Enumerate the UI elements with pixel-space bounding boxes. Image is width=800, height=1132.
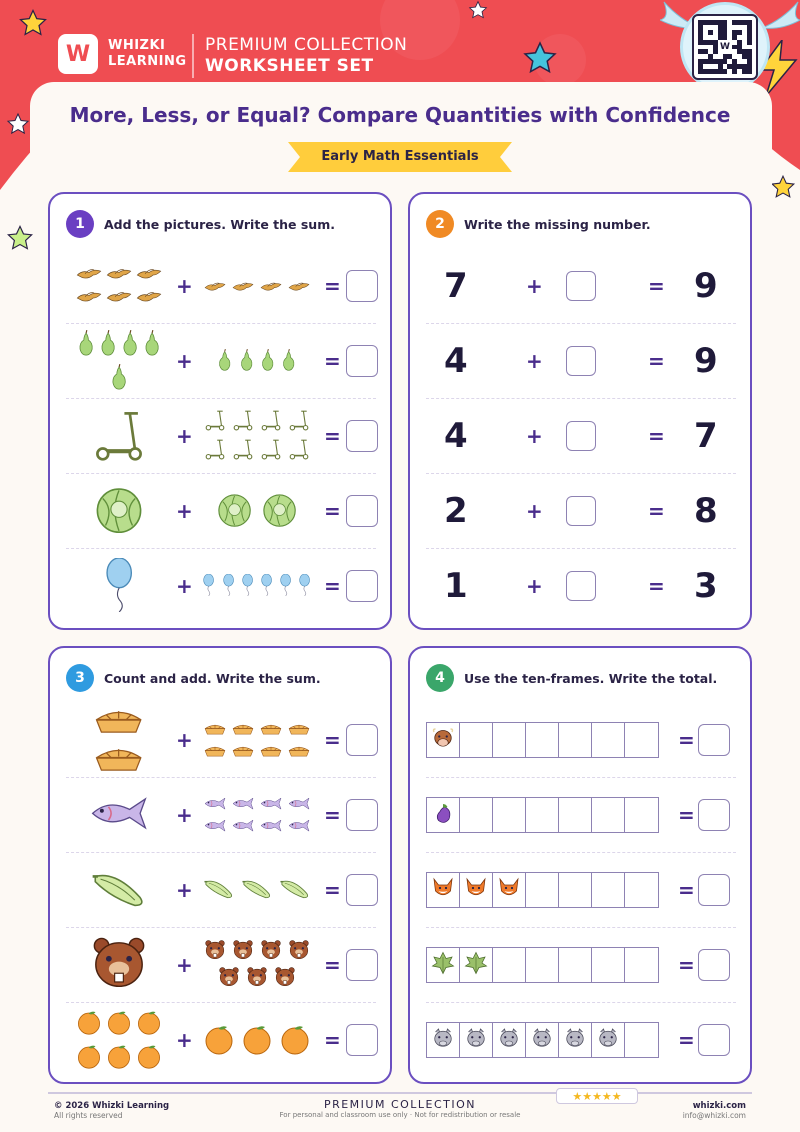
rights-text: All rights reserved <box>54 1111 123 1120</box>
equals-sign: = <box>648 574 665 598</box>
copyright-text: © 2026 Whizki Learning <box>54 1101 170 1111</box>
ten-frame-cell <box>558 1022 593 1058</box>
equals-sign: = <box>324 424 341 448</box>
ten-frame-cell <box>624 722 659 758</box>
answer-box[interactable] <box>346 1024 378 1056</box>
rhino-icon <box>431 1026 455 1054</box>
ribbon-text: Early Math Essentials <box>321 149 479 164</box>
plus-sign: + <box>176 728 193 752</box>
plus-sign: + <box>176 803 193 827</box>
balloon-icon <box>202 574 215 600</box>
bird-icon <box>76 266 102 285</box>
equals-sign: = <box>678 803 695 827</box>
equals-sign: = <box>678 728 695 752</box>
addition-row <box>66 474 376 549</box>
fox-icon <box>464 876 488 904</box>
addition-row <box>66 549 376 624</box>
equals-sign: = <box>324 499 341 523</box>
balloon-icon <box>298 574 311 600</box>
missing-number-box[interactable] <box>566 496 596 526</box>
brand[interactable] <box>58 34 187 74</box>
orange-icon <box>76 1043 102 1073</box>
orange-icon <box>76 1009 102 1039</box>
plus-sign: + <box>176 499 193 523</box>
scooter-icon <box>288 438 310 464</box>
pie-icon <box>232 720 254 739</box>
addend: 4 <box>444 341 468 381</box>
rating-stars: ★★★★★ <box>556 1088 638 1104</box>
section-2-header <box>426 210 651 238</box>
sum-number: 9 <box>694 341 718 381</box>
beaver-icon <box>246 967 268 991</box>
right-group <box>198 703 316 778</box>
beaver-icon <box>90 937 148 993</box>
section-3-header <box>66 664 321 692</box>
plus-sign: + <box>176 1028 193 1052</box>
collection-line-1: PREMIUM COLLECTION <box>205 35 408 55</box>
missing-number-row <box>426 399 736 474</box>
ten-frame-cell <box>426 722 461 758</box>
ten-frame <box>426 797 659 833</box>
answer-box[interactable] <box>346 345 378 377</box>
pear-icon <box>217 349 232 375</box>
ten-frame-cell <box>591 947 626 983</box>
ten-frame-row <box>426 928 736 1003</box>
ten-frame-cell <box>591 1022 626 1058</box>
answer-box[interactable] <box>698 724 730 756</box>
zucchini-icon <box>241 877 273 903</box>
pear-icon <box>110 364 128 394</box>
scooter-icon <box>260 438 282 464</box>
missing-number-row <box>426 324 736 399</box>
balloon-icon <box>241 574 254 600</box>
ten-frame-cell <box>525 722 560 758</box>
orange-icon <box>136 1043 162 1073</box>
pie-icon <box>288 720 310 739</box>
orange-icon <box>279 1023 311 1059</box>
balloon-icon <box>222 574 235 600</box>
bird-icon <box>260 277 282 296</box>
equals-sign: = <box>678 1028 695 1052</box>
ten-frame <box>426 872 659 908</box>
bird-icon <box>136 266 162 285</box>
footer-right <box>683 1101 746 1120</box>
section-1-panel <box>48 192 392 630</box>
brand-logo-letter: W <box>65 41 91 67</box>
ten-frame-cell <box>492 722 527 758</box>
missing-number-box[interactable] <box>566 346 596 376</box>
orange-icon <box>136 1009 162 1039</box>
section-instruction: Use the ten-frames. Write the total. <box>464 670 718 686</box>
leaf-icon <box>431 951 455 979</box>
pear-icon <box>239 349 254 375</box>
scooter-icon <box>204 409 226 435</box>
plus-sign: + <box>526 349 543 373</box>
fish-icon <box>260 817 282 836</box>
fish-icon <box>232 795 254 814</box>
scooter-icon <box>232 438 254 464</box>
ten-frame-cell <box>492 797 527 833</box>
ten-frame-cell <box>426 872 461 908</box>
cow-icon <box>431 726 455 754</box>
pie-icon <box>260 720 282 739</box>
collection-label <box>205 35 407 77</box>
section-4-panel <box>408 646 752 1084</box>
plus-sign: + <box>526 424 543 448</box>
ten-frame-row <box>426 1003 736 1078</box>
addition-row <box>66 853 376 928</box>
scooter-icon <box>232 409 254 435</box>
answer-box[interactable] <box>698 949 730 981</box>
plus-sign: + <box>176 953 193 977</box>
section-instruction: Add the pictures. Write the sum. <box>104 216 335 232</box>
orange-icon <box>106 1009 132 1039</box>
plus-sign: + <box>176 574 193 598</box>
beaver-icon <box>288 940 310 964</box>
equals-sign: = <box>324 803 341 827</box>
cabbage-icon <box>260 492 299 531</box>
equals-sign: = <box>648 499 665 523</box>
star-icon <box>522 40 558 80</box>
website-link[interactable]: whizki.com <box>692 1101 746 1111</box>
pie-icon <box>232 742 254 761</box>
ten-frame-cell <box>525 1022 560 1058</box>
rhino-icon <box>464 1026 488 1054</box>
ten-frame-cell <box>558 797 593 833</box>
left-group <box>70 1003 168 1078</box>
section-4-header <box>426 664 717 692</box>
rhino-icon <box>497 1026 521 1054</box>
ten-frame-cell <box>525 947 560 983</box>
wing-icon <box>762 0 800 34</box>
addend: 4 <box>444 416 468 456</box>
section-1-header <box>66 210 335 238</box>
missing-number-box[interactable] <box>566 421 596 451</box>
rhino-icon <box>563 1026 587 1054</box>
left-group <box>70 399 168 474</box>
ten-frame-cell <box>624 872 659 908</box>
balloon-icon <box>103 558 135 616</box>
qr-center-label: W <box>718 40 732 54</box>
ten-frame-cell <box>492 1022 527 1058</box>
ten-frame-cell <box>492 872 527 908</box>
ten-frame-cell <box>459 797 494 833</box>
leaf-icon <box>464 951 488 979</box>
star-icon <box>6 224 34 256</box>
plus-sign: + <box>176 274 193 298</box>
plus-sign: + <box>526 274 543 298</box>
equals-sign: = <box>324 1028 341 1052</box>
section-3-panel <box>48 646 392 1084</box>
answer-box[interactable] <box>346 874 378 906</box>
answer-box[interactable] <box>346 495 378 527</box>
fish-icon <box>288 795 310 814</box>
zucchini-icon <box>279 877 311 903</box>
ten-frame-cell <box>558 872 593 908</box>
equals-sign: = <box>324 349 341 373</box>
fish-icon <box>90 796 148 835</box>
right-group <box>198 324 316 399</box>
brand-line-2: LEARNING <box>108 54 187 69</box>
pie-icon <box>204 742 226 761</box>
addition-row <box>66 249 376 324</box>
equals-sign: = <box>324 274 341 298</box>
pie-icon <box>94 705 143 739</box>
star-icon <box>18 8 48 42</box>
plus-sign: + <box>526 499 543 523</box>
beaver-icon <box>218 967 240 991</box>
ten-frame-cell <box>624 1022 659 1058</box>
equals-sign: = <box>648 349 665 373</box>
eggplant-icon <box>431 801 455 829</box>
ten-frame-cell <box>525 872 560 908</box>
ten-frame-cell <box>459 1022 494 1058</box>
equals-sign: = <box>324 728 341 752</box>
plus-sign: + <box>176 349 193 373</box>
addend: 1 <box>444 566 468 606</box>
fish-icon <box>232 817 254 836</box>
brand-line-1: WHIZKI <box>108 38 166 53</box>
addition-row <box>66 1003 376 1078</box>
fish-icon <box>204 795 226 814</box>
equals-sign: = <box>648 424 665 448</box>
ten-frame-cell <box>624 947 659 983</box>
page-title: More, Less, or Equal? Compare Quantities with Confidence <box>69 103 731 127</box>
equals-sign: = <box>678 953 695 977</box>
ten-frame-row <box>426 853 736 928</box>
beaver-icon <box>204 940 226 964</box>
plus-sign: + <box>176 424 193 448</box>
right-group <box>198 549 316 624</box>
equals-sign: = <box>648 274 665 298</box>
left-group <box>70 549 168 624</box>
scooter-icon <box>92 408 146 466</box>
section-number-badge: 4 <box>426 664 454 692</box>
qr-module <box>747 69 752 74</box>
addend: 2 <box>444 491 468 531</box>
equals-sign: = <box>324 878 341 902</box>
addition-row <box>66 703 376 778</box>
answer-box[interactable] <box>346 270 378 302</box>
ten-frame-row <box>426 778 736 853</box>
balloon-icon <box>260 574 273 600</box>
ten-frame-row <box>426 703 736 778</box>
addend: 7 <box>444 266 468 306</box>
sum-number: 9 <box>694 266 718 306</box>
ten-frame-cell <box>459 722 494 758</box>
bird-icon <box>106 266 132 285</box>
ten-frame-cell <box>558 722 593 758</box>
beaver-icon <box>274 967 296 991</box>
left-group <box>70 474 168 549</box>
equals-sign: = <box>678 878 695 902</box>
answer-box[interactable] <box>698 874 730 906</box>
pie-icon <box>204 720 226 739</box>
right-group <box>198 474 316 549</box>
star-icon <box>770 174 796 204</box>
left-group <box>70 928 168 1003</box>
right-group <box>198 1003 316 1078</box>
scooter-icon <box>288 409 310 435</box>
brand-name <box>108 38 187 70</box>
ten-frame <box>426 722 659 758</box>
missing-number-box[interactable] <box>566 271 596 301</box>
scooter-icon <box>260 409 282 435</box>
answer-box[interactable] <box>346 570 378 602</box>
orange-icon <box>241 1023 273 1059</box>
missing-number-box[interactable] <box>566 571 596 601</box>
answer-box[interactable] <box>698 799 730 831</box>
bird-icon <box>288 277 310 296</box>
ten-frame-cell <box>591 797 626 833</box>
answer-box[interactable] <box>698 1024 730 1056</box>
right-group <box>198 778 316 853</box>
ten-frame-cell <box>459 947 494 983</box>
ten-frame-cell <box>591 872 626 908</box>
addition-row <box>66 399 376 474</box>
pear-icon <box>77 330 95 360</box>
ten-frame-cell <box>492 947 527 983</box>
answer-box[interactable] <box>346 949 378 981</box>
pie-icon <box>288 742 310 761</box>
ten-frame-cell <box>426 797 461 833</box>
pear-icon <box>281 349 296 375</box>
rhino-icon <box>596 1026 620 1054</box>
missing-number-row <box>426 249 736 324</box>
pear-icon <box>99 330 117 360</box>
addition-row <box>66 778 376 853</box>
fish-icon <box>288 817 310 836</box>
addition-row <box>66 928 376 1003</box>
equals-sign: = <box>324 953 341 977</box>
left-group <box>70 324 168 399</box>
right-group <box>198 928 316 1003</box>
fox-icon <box>431 876 455 904</box>
section-number-badge: 2 <box>426 210 454 238</box>
bird-icon <box>232 277 254 296</box>
missing-number-row <box>426 549 736 624</box>
section-2-panel <box>408 192 752 630</box>
sum-number: 7 <box>694 416 718 456</box>
sum-number: 8 <box>694 491 718 531</box>
bird-icon <box>136 289 162 308</box>
fox-icon <box>497 876 521 904</box>
ten-frame-cell <box>558 947 593 983</box>
footer-collection: PREMIUM COLLECTION <box>323 1098 477 1111</box>
collection-line-2: WORKSHEET SET <box>205 56 374 76</box>
pie-icon <box>260 742 282 761</box>
cabbage-icon <box>92 485 146 538</box>
pear-icon <box>143 330 161 360</box>
balloon-icon <box>279 574 292 600</box>
answer-box[interactable] <box>346 724 378 756</box>
ten-frame-cell <box>426 947 461 983</box>
ten-frame-cell <box>591 722 626 758</box>
left-group <box>70 853 168 928</box>
zucchini-icon <box>90 868 148 913</box>
section-instruction: Count and add. Write the sum. <box>104 670 321 686</box>
answer-box[interactable] <box>346 420 378 452</box>
beaver-icon <box>260 940 282 964</box>
plus-sign: + <box>526 574 543 598</box>
addition-row <box>66 324 376 399</box>
ten-frame-cell <box>459 872 494 908</box>
email-link[interactable]: info@whizki.com <box>682 1111 746 1120</box>
answer-box[interactable] <box>346 799 378 831</box>
qr-code[interactable] <box>692 14 758 80</box>
ten-frame-cell <box>624 797 659 833</box>
right-group <box>198 399 316 474</box>
pie-icon <box>94 743 143 777</box>
ten-frame-cell <box>426 1022 461 1058</box>
right-group <box>198 853 316 928</box>
left-group <box>70 249 168 324</box>
section-number-badge: 1 <box>66 210 94 238</box>
section-number-badge: 3 <box>66 664 94 692</box>
fish-icon <box>260 795 282 814</box>
ten-frame <box>426 1022 659 1058</box>
footer-center <box>250 1098 550 1119</box>
orange-icon <box>203 1023 235 1059</box>
footer-left <box>54 1101 169 1120</box>
usage-note: For personal and classroom use only · Not for redistribution or resale <box>279 1111 521 1119</box>
left-group <box>70 703 168 778</box>
rhino-icon <box>530 1026 554 1054</box>
orange-icon <box>106 1043 132 1073</box>
bird-icon <box>76 289 102 308</box>
equals-sign: = <box>324 574 341 598</box>
right-group <box>198 249 316 324</box>
cabbage-icon <box>215 492 254 531</box>
brand-divider <box>192 34 194 78</box>
fish-icon <box>204 817 226 836</box>
footer-divider <box>48 1092 752 1094</box>
pear-icon <box>260 349 275 375</box>
zucchini-icon <box>203 877 235 903</box>
bird-icon <box>106 289 132 308</box>
brand-logo <box>58 34 98 74</box>
beaver-icon <box>232 940 254 964</box>
left-group <box>70 778 168 853</box>
subtitle-ribbon <box>288 142 512 172</box>
star-icon <box>468 0 488 24</box>
bird-icon <box>204 277 226 296</box>
scooter-icon <box>204 438 226 464</box>
ten-frame-cell <box>525 797 560 833</box>
section-instruction: Write the missing number. <box>464 216 651 232</box>
missing-number-row <box>426 474 736 549</box>
sum-number: 3 <box>694 566 718 606</box>
plus-sign: + <box>176 878 193 902</box>
ten-frame <box>426 947 659 983</box>
pear-icon <box>121 330 139 360</box>
